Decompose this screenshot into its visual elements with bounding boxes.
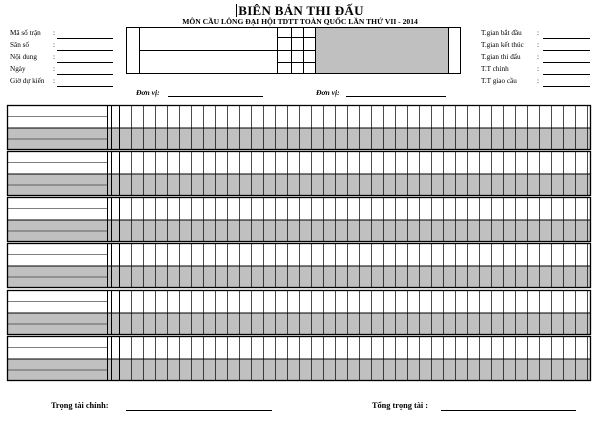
document-subtitle: MÔN CẦU LÔNG ĐẠI HỘI TDTT TOÀN QUỐC LẦN THỨ VII - 2014 <box>182 17 418 26</box>
unit-left-label: Đơn vị: <box>136 88 160 97</box>
field-label: T.T giao cầu <box>481 77 517 85</box>
score-block <box>7 290 591 335</box>
field-label: Sân số <box>10 41 29 49</box>
head-referee-label: Tổng trọng tài : <box>372 401 429 410</box>
field-colon: : <box>53 77 55 85</box>
field-colon: : <box>537 29 539 37</box>
field-colon: : <box>53 53 55 61</box>
field-colon: : <box>537 65 539 73</box>
field-colon: : <box>53 29 55 37</box>
score-block <box>7 336 591 381</box>
unit-right-label: Đơn vị: <box>316 88 340 97</box>
unit-left-line[interactable] <box>168 96 263 97</box>
field-label: T.gian kết thúc <box>481 41 524 49</box>
field-label: T.gian thi đấu <box>481 53 521 61</box>
header-shaded-area <box>316 28 448 73</box>
document-title-text: BIÊN BẢN THI ĐẤU <box>238 3 364 18</box>
field-colon: : <box>537 77 539 85</box>
field-label: T.T chính <box>481 65 509 73</box>
header-player-box <box>127 28 461 74</box>
head-referee-signature-line[interactable] <box>441 410 576 411</box>
score-rows <box>7 105 591 381</box>
field-label: Ngày <box>10 65 26 73</box>
field-label: T.gian bắt đầu <box>481 29 522 37</box>
field-label: Giờ dự kiến <box>10 77 45 85</box>
chief-referee-signature-line[interactable] <box>126 410 272 411</box>
field-label: Nội dung <box>10 53 37 61</box>
field-colon: : <box>53 65 55 73</box>
unit-right-line[interactable] <box>346 96 446 97</box>
score-block <box>7 197 591 242</box>
field-colon: : <box>53 41 55 49</box>
chief-referee-label: Trọng tài chính: <box>51 401 109 410</box>
score-block <box>7 105 591 150</box>
field-label: Mã số trận <box>10 29 41 37</box>
field-colon: : <box>537 41 539 49</box>
score-block <box>7 243 591 288</box>
score-block <box>7 151 591 196</box>
field-colon: : <box>537 53 539 61</box>
